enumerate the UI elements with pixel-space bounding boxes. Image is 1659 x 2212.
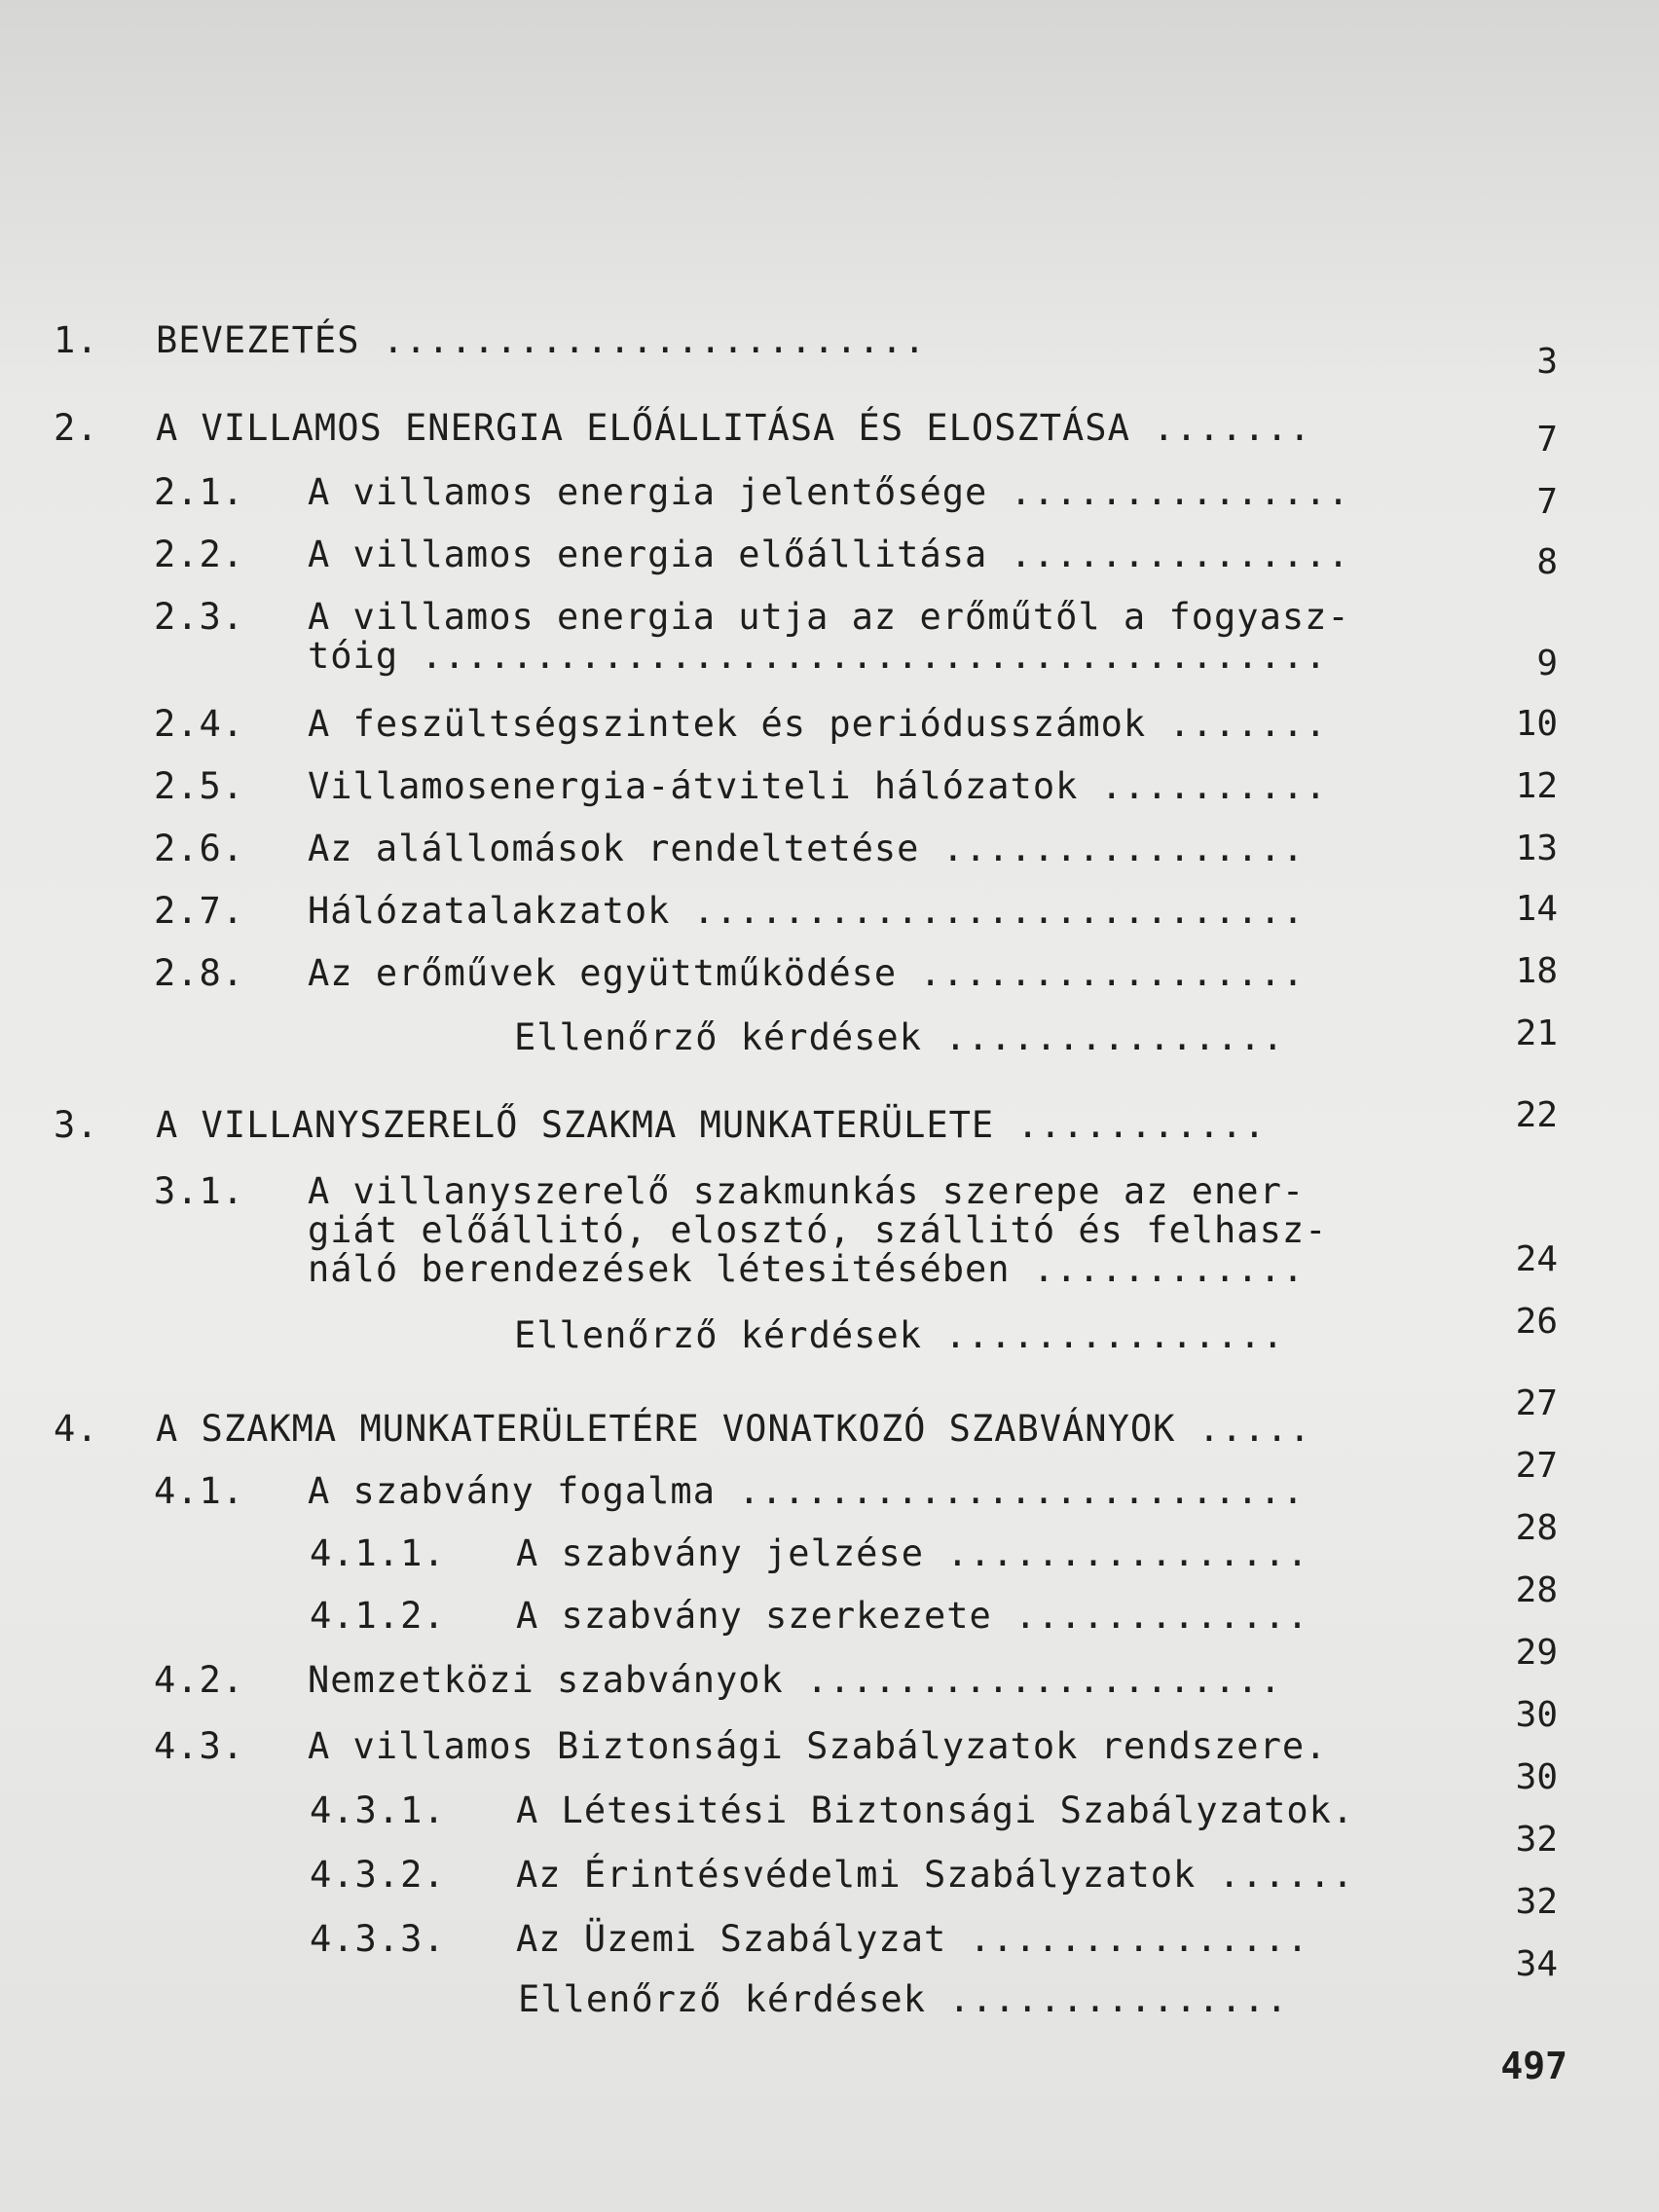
toc-entry-number: 2.5. — [154, 765, 245, 807]
toc-page-number: 28 — [1515, 1570, 1558, 1610]
toc-entry-number: 2.8. — [154, 952, 245, 994]
toc-entry-number: 4.1.1. — [310, 1532, 446, 1574]
toc-entry-title: A villamos energia jelentősége ............... — [308, 471, 1350, 513]
toc-entry-number: 4.3. — [154, 1725, 245, 1767]
toc-entry-number: 4.1.2. — [310, 1595, 446, 1637]
toc-page-number: 27 — [1515, 1383, 1558, 1423]
toc-entry-title: Ellenőrző kérdések ............... — [518, 1978, 1289, 2020]
toc-entry-title: A VILLANYSZERELŐ SZAKMA MUNKATERÜLETE ........... — [156, 1104, 1267, 1146]
toc-entry-number: 4.1. — [154, 1470, 245, 1512]
toc-entry-number: 3. — [54, 1104, 99, 1146]
toc-entry-number: 4.3.2. — [310, 1854, 446, 1896]
toc-page-number: 26 — [1515, 1302, 1558, 1342]
toc-entry-title: Ellenőrző kérdések ............... — [514, 1016, 1285, 1058]
toc-page-number: 10 — [1515, 704, 1558, 744]
toc-entry-title: Ellenőrző kérdések ............... — [514, 1314, 1285, 1356]
toc-entry-number: 4.2. — [154, 1659, 245, 1701]
toc-entry-title: Az alállomások rendeltetése ................ — [308, 828, 1306, 869]
toc-page-number: 13 — [1515, 829, 1558, 868]
toc-page-number: 27 — [1515, 1446, 1558, 1486]
toc-entry-number: 4.3.3. — [310, 1918, 446, 1960]
toc-entry-title: Az Üzemi Szabályzat ............... — [516, 1918, 1309, 1960]
toc-entry-title: BEVEZETÉS ........................ — [156, 319, 927, 361]
toc-entry-number: 2.7. — [154, 890, 245, 932]
toc-entry-number: 2. — [54, 407, 99, 449]
toc-entry-number: 2.4. — [154, 703, 245, 745]
toc-page-number: 9 — [1536, 644, 1558, 683]
toc-page-number: 18 — [1515, 951, 1558, 991]
toc-page-number: 32 — [1515, 1820, 1558, 1860]
toc-entry-title: A szabvány szerkezete ............. — [516, 1595, 1309, 1637]
toc-entry-title: A villamos energia előállitása ............... — [308, 534, 1350, 575]
toc-page-number: 24 — [1515, 1239, 1558, 1279]
toc-entry-number: 2.1. — [154, 471, 245, 513]
toc-entry-title: Az Érintésvédelmi Szabályzatok ...... — [516, 1854, 1355, 1896]
toc-page-number: 7 — [1536, 420, 1558, 460]
toc-page-number: 12 — [1515, 766, 1558, 806]
toc-page-number: 3 — [1536, 342, 1558, 382]
toc-entry-number: 1. — [54, 319, 99, 361]
toc-entry-title: Az erőművek együttműködése ................. — [308, 952, 1306, 994]
toc-entry-title: A villanyszerelő szakmunkás szerepe az ener- giát előállitó, elosztó, szállitó és felhasz- náló berendezések létesitésében ............ — [308, 1170, 1328, 1290]
toc-entry-title: Hálózatalakzatok ........................... — [308, 890, 1306, 932]
toc-page-number: 30 — [1515, 1757, 1558, 1797]
toc-entry-title: Nemzetközi szabványok ..................... — [308, 1659, 1282, 1701]
toc-page-number: 8 — [1536, 542, 1558, 582]
toc-page-number: 28 — [1515, 1508, 1558, 1548]
toc-entry-title: A Létesitési Biztonsági Szabályzatok. — [516, 1789, 1355, 1831]
page-folio-number: 497 — [1500, 2045, 1567, 2087]
toc-page-number: 29 — [1515, 1633, 1558, 1673]
toc-entry-number: 2.2. — [154, 534, 245, 575]
toc-entry-title: A villamos Biztonsági Szabályzatok rendszere. — [308, 1725, 1328, 1767]
toc-entry-title: A VILLAMOS ENERGIA ELŐÁLLITÁSA ÉS ELOSZTÁSA ....... — [156, 407, 1312, 449]
toc-entry-title: A szabvány jelzése ................ — [516, 1532, 1309, 1574]
toc-page-number: 34 — [1515, 1944, 1558, 1984]
toc-entry-number: 2.3. — [154, 596, 245, 638]
toc-entry-number: 3.1. — [154, 1170, 245, 1212]
toc-page-number: 30 — [1515, 1695, 1558, 1735]
toc-entry-title: Villamosenergia-átviteli hálózatok .......... — [308, 765, 1328, 807]
toc-page-number: 32 — [1515, 1882, 1558, 1922]
toc-entry-title: A szabvány fogalma ......................... — [308, 1470, 1306, 1512]
toc-entry-number: 4.3.1. — [310, 1789, 446, 1831]
toc-entry-title: A feszültségszintek és periódusszámok ....... — [308, 703, 1328, 745]
toc-entry-title: A villamos energia utja az erőműtől a fogyasz- tóig ........................................ — [308, 596, 1350, 677]
toc-page-number: 14 — [1515, 889, 1558, 929]
toc-entry-number: 2.6. — [154, 828, 245, 869]
toc-page-number: 21 — [1515, 1014, 1558, 1053]
toc-page-number: 7 — [1536, 482, 1558, 522]
toc-page-number: 22 — [1515, 1095, 1558, 1135]
toc-entry-title: A SZAKMA MUNKATERÜLETÉRE VONATKOZÓ SZABVÁNYOK ..... — [156, 1408, 1312, 1450]
toc-entry-number: 4. — [54, 1408, 99, 1450]
